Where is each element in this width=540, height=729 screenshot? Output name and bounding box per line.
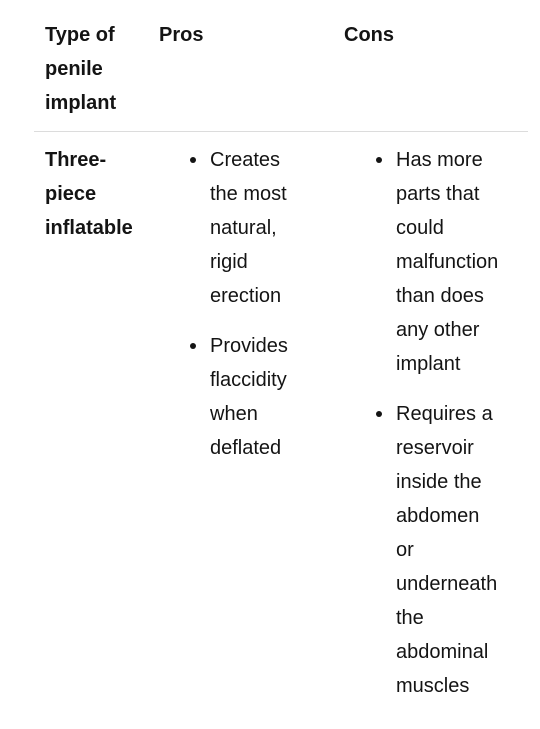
table-header-row	[34, 0, 528, 132]
pros-item-text: Creates the most natural, rigid erection	[210, 149, 287, 307]
column-header-cons: Cons	[344, 24, 394, 46]
cons-item-text: Has more parts that could malfunction than does any other implant	[396, 149, 499, 375]
table-row	[34, 132, 528, 697]
list-item	[374, 143, 499, 381]
list-item	[188, 329, 313, 465]
pros-item-text: Provides flaccidity when deflated	[210, 335, 288, 459]
list-item	[374, 397, 499, 703]
column-header-type: Type of penile implant	[45, 24, 117, 114]
row-type-cell: Three-piece inflatable	[45, 149, 133, 239]
bullet-icon	[376, 157, 382, 163]
list-item	[188, 143, 313, 313]
cons-item-text: Requires a reservoir inside the abdomen or underneath the abdominal muscles	[396, 403, 498, 697]
pros-list	[188, 143, 313, 481]
cons-list	[374, 143, 499, 719]
implant-comparison-table	[34, 0, 528, 697]
bullet-icon	[190, 157, 196, 163]
column-header-pros: Pros	[159, 24, 204, 46]
bullet-icon	[190, 343, 196, 349]
bullet-icon	[376, 411, 382, 417]
